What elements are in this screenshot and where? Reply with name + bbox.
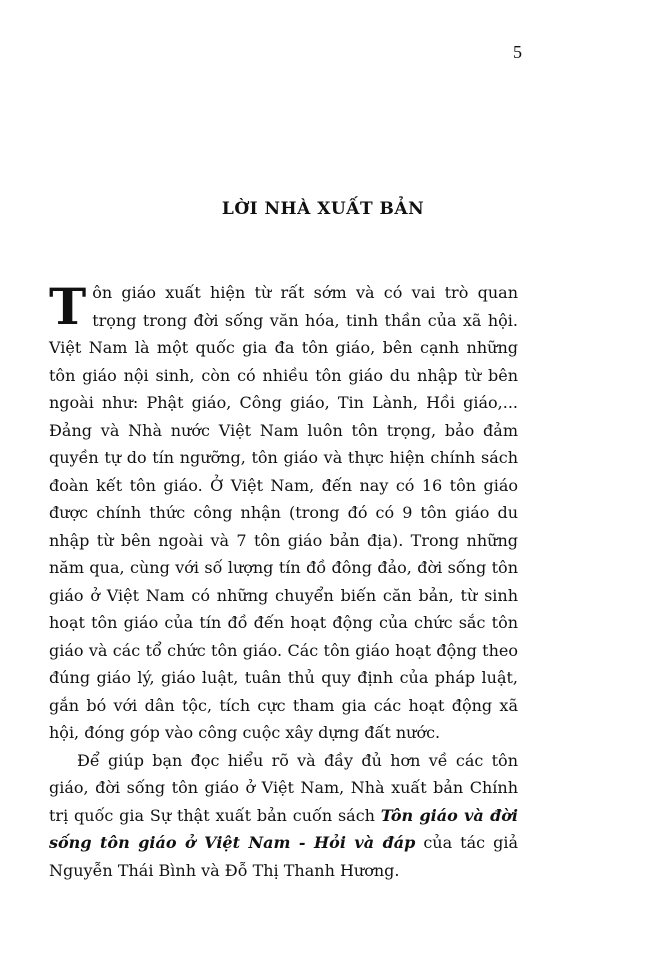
paragraph-1-text: ôn giáo xuất hiện từ rất sớm và có vai trò quan trọng trong đời sống văn hóa, tinh thần của xã hội. Việt Nam là một quốc gia đa tôn giáo, bên cạnh những tôn giáo nội sinh, còn có nhiều tôn giáo du nhập từ bên ngoài như: Phật giáo, Công giáo, Tin Lành, Hồi giáo,... Đảng và Nhà nước Việt Nam luôn tôn trọng, bảo đảm quyền tự do tín ngưỡng, tôn giáo và thực hiện chính sách đoàn kết tôn giáo. Ở Việt Nam, đến nay có 16 tôn giáo được chính thức công nhận (trong đó có 9 tôn giáo du nhập từ bên ngoài và 7 tôn giáo bản địa). Trong những năm qua, cùng với số lượng tín đồ đông đảo, đời sống tôn giáo ở Việt Nam có những chuyển biến căn bản, từ sinh hoạt tôn giáo của tín đồ đến hoạt động của chức sắc tôn giáo và các tổ chức tôn giáo. Các tôn giáo hoạt động theo đúng giáo lý, giáo luật, tuân thủ quy định của pháp luật, gắn bó với dân tộc, tích cực tham gia các hoạt động xã hội, đóng góp vào công cuộc xây dựng đất nước.: [49, 283, 518, 742]
drop-cap: T: [49, 277, 87, 336]
paragraph-2: [49, 747, 518, 885]
paragraph-1: [49, 279, 518, 747]
paragraph-2-text-before: Để giúp bạn đọc hiểu rõ và đầy đủ hơn về các tôn giáo, đời sống tôn giáo ở Việt Nam, Nhà xuất bản Chính trị quốc gia Sự thật xuất bản cuốn sách: [49, 750, 518, 825]
body-text: [49, 279, 518, 884]
page-number: 5: [513, 42, 522, 62]
book-title: Tôn giáo và đời sống tôn giáo ở Việt Nam - Hỏi và đáp: [49, 805, 519, 852]
page-title: LỜI NHÀ XUẤT BẢN: [221, 199, 425, 219]
paragraph-2-text-after: của tác giả Nguyễn Thái Bình và Đỗ Thị Thanh Hương.: [49, 833, 519, 880]
